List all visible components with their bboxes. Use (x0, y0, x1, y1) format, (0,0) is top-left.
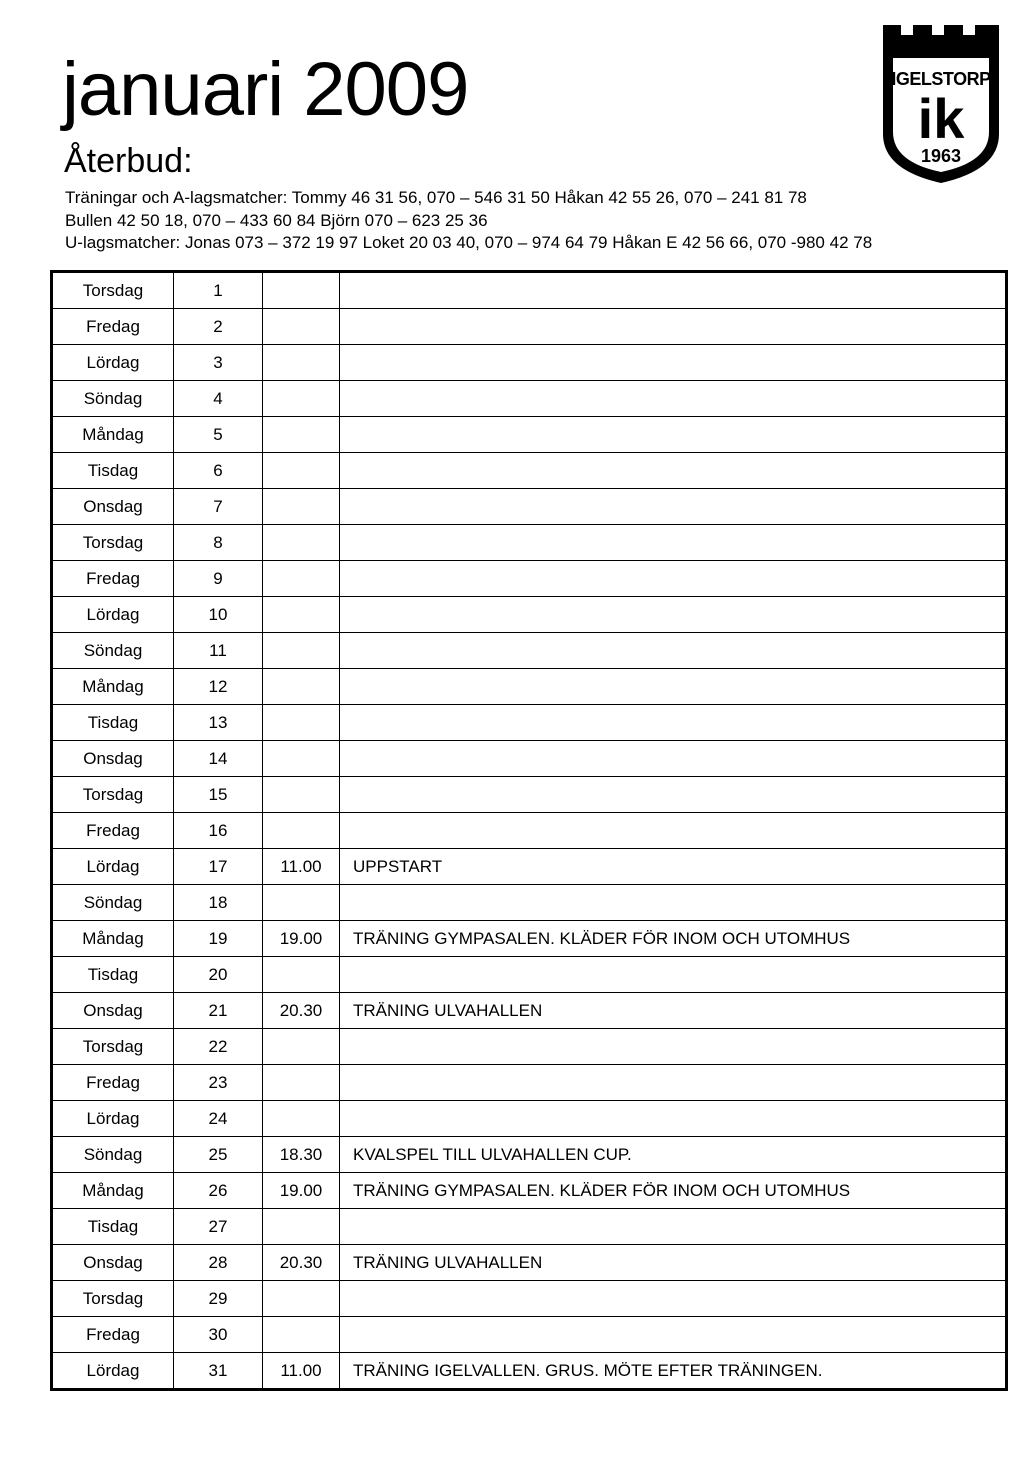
day-cell: Onsdag (52, 993, 174, 1029)
calendar-row (52, 849, 1007, 885)
calendar-row (52, 777, 1007, 813)
time-cell: 20.30 (263, 993, 340, 1029)
logo-letters: ik (917, 87, 965, 150)
contact-info (65, 187, 872, 255)
date-cell: 3 (174, 345, 263, 381)
note-cell (340, 813, 1007, 849)
day-cell: Lördag (52, 345, 174, 381)
note-cell (340, 309, 1007, 345)
day-cell: Fredag (52, 561, 174, 597)
date-cell: 9 (174, 561, 263, 597)
calendar-row (52, 1029, 1007, 1065)
time-cell (263, 813, 340, 849)
day-cell: Tisdag (52, 1209, 174, 1245)
note-cell: TRÄNING ULVAHALLEN (340, 1245, 1007, 1281)
date-cell: 26 (174, 1173, 263, 1209)
calendar-table (50, 270, 1008, 1391)
calendar-row (52, 1173, 1007, 1209)
time-cell (263, 453, 340, 489)
calendar-row (52, 1209, 1007, 1245)
note-cell (340, 453, 1007, 489)
time-cell (263, 272, 340, 309)
day-cell: Fredag (52, 813, 174, 849)
time-cell (263, 561, 340, 597)
logo-year: 1963 (920, 146, 962, 166)
time-cell: 11.00 (263, 849, 340, 885)
time-cell (263, 741, 340, 777)
date-cell: 22 (174, 1029, 263, 1065)
calendar-row (52, 633, 1007, 669)
time-cell (263, 885, 340, 921)
calendar-row (52, 1065, 1007, 1101)
day-cell: Onsdag (52, 489, 174, 525)
calendar-row (52, 705, 1007, 741)
note-cell (340, 525, 1007, 561)
note-cell (340, 633, 1007, 669)
date-cell: 20 (174, 957, 263, 993)
calendar-row (52, 417, 1007, 453)
time-cell (263, 1281, 340, 1317)
date-cell: 16 (174, 813, 263, 849)
date-cell: 12 (174, 669, 263, 705)
calendar-row (52, 993, 1007, 1029)
calendar-row (52, 741, 1007, 777)
time-cell: 11.00 (263, 1353, 340, 1390)
date-cell: 5 (174, 417, 263, 453)
date-cell: 15 (174, 777, 263, 813)
note-cell (340, 561, 1007, 597)
note-cell: TRÄNING ULVAHALLEN (340, 993, 1007, 1029)
note-cell (340, 597, 1007, 633)
note-cell: TRÄNING GYMPASALEN. KLÄDER FÖR INOM OCH UTOMHUS (340, 1173, 1007, 1209)
time-cell (263, 777, 340, 813)
day-cell: Fredag (52, 1065, 174, 1101)
day-cell: Onsdag (52, 1245, 174, 1281)
day-cell: Söndag (52, 1137, 174, 1173)
day-cell: Torsdag (52, 525, 174, 561)
day-cell: Torsdag (52, 777, 174, 813)
note-cell (340, 669, 1007, 705)
day-cell: Lördag (52, 1101, 174, 1137)
time-cell: 20.30 (263, 1245, 340, 1281)
note-cell (340, 1065, 1007, 1101)
day-cell: Måndag (52, 669, 174, 705)
date-cell: 13 (174, 705, 263, 741)
date-cell: 4 (174, 381, 263, 417)
calendar-row (52, 669, 1007, 705)
time-cell (263, 1065, 340, 1101)
calendar-row (52, 885, 1007, 921)
calendar-row (52, 1137, 1007, 1173)
date-cell: 7 (174, 489, 263, 525)
day-cell: Torsdag (52, 1281, 174, 1317)
day-cell: Lördag (52, 597, 174, 633)
date-cell: 23 (174, 1065, 263, 1101)
calendar-row (52, 453, 1007, 489)
time-cell (263, 381, 340, 417)
note-cell (340, 705, 1007, 741)
note-cell (340, 381, 1007, 417)
time-cell (263, 1101, 340, 1137)
date-cell: 19 (174, 921, 263, 957)
time-cell (263, 345, 340, 381)
date-cell: 1 (174, 272, 263, 309)
calendar-row (52, 597, 1007, 633)
date-cell: 6 (174, 453, 263, 489)
page-subtitle: Återbud: (64, 142, 193, 180)
note-cell: TRÄNING GYMPASALEN. KLÄDER FÖR INOM OCH UTOMHUS (340, 921, 1007, 957)
time-cell (263, 1029, 340, 1065)
date-cell: 24 (174, 1101, 263, 1137)
date-cell: 17 (174, 849, 263, 885)
day-cell: Tisdag (52, 705, 174, 741)
day-cell: Söndag (52, 885, 174, 921)
day-cell: Tisdag (52, 957, 174, 993)
day-cell: Fredag (52, 1317, 174, 1353)
calendar-row (52, 561, 1007, 597)
calendar-row (52, 921, 1007, 957)
note-cell (340, 489, 1007, 525)
calendar-row (52, 1353, 1007, 1390)
time-cell (263, 957, 340, 993)
time-cell (263, 633, 340, 669)
note-cell (340, 957, 1007, 993)
day-cell: Måndag (52, 1173, 174, 1209)
date-cell: 8 (174, 525, 263, 561)
logo-name: IGELSTORP (891, 69, 991, 89)
time-cell: 19.00 (263, 1173, 340, 1209)
club-logo-crest (880, 22, 1002, 186)
date-cell: 21 (174, 993, 263, 1029)
date-cell: 25 (174, 1137, 263, 1173)
note-cell (340, 1101, 1007, 1137)
date-cell: 29 (174, 1281, 263, 1317)
note-cell: TRÄNING IGELVALLEN. GRUS. MÖTE EFTER TRÄNINGEN. (340, 1353, 1007, 1390)
time-cell: 19.00 (263, 921, 340, 957)
date-cell: 14 (174, 741, 263, 777)
date-cell: 10 (174, 597, 263, 633)
date-cell: 2 (174, 309, 263, 345)
day-cell: Torsdag (52, 1029, 174, 1065)
time-cell (263, 597, 340, 633)
calendar-row (52, 1281, 1007, 1317)
day-cell: Måndag (52, 417, 174, 453)
date-cell: 11 (174, 633, 263, 669)
time-cell (263, 1209, 340, 1245)
calendar-row (52, 1245, 1007, 1281)
day-cell: Söndag (52, 633, 174, 669)
day-cell: Tisdag (52, 453, 174, 489)
calendar-row (52, 1101, 1007, 1137)
day-cell: Lördag (52, 849, 174, 885)
note-cell (340, 885, 1007, 921)
calendar-row (52, 309, 1007, 345)
date-cell: 30 (174, 1317, 263, 1353)
note-cell (340, 345, 1007, 381)
contact-line: Bullen 42 50 18, 070 – 433 60 84 Björn 070 – 623 25 36 (65, 210, 488, 230)
time-cell (263, 669, 340, 705)
calendar-row (52, 813, 1007, 849)
calendar-row (52, 957, 1007, 993)
note-cell (340, 417, 1007, 453)
time-cell (263, 417, 340, 453)
calendar-row (52, 1317, 1007, 1353)
page-title: januari 2009 (62, 47, 469, 132)
day-cell: Måndag (52, 921, 174, 957)
time-cell (263, 489, 340, 525)
day-cell: Torsdag (52, 272, 174, 309)
contact-line: U-lagsmatcher: Jonas 073 – 372 19 97 Loket 20 03 40, 070 – 974 64 79 Håkan E 42 56 66, 070 -980 42 78 (65, 233, 873, 252)
day-cell: Lördag (52, 1353, 174, 1390)
date-cell: 31 (174, 1353, 263, 1390)
note-cell (340, 272, 1007, 309)
note-cell: UPPSTART (340, 849, 1007, 885)
time-cell (263, 705, 340, 741)
contact-line: Träningar och A-lagsmatcher: Tommy 46 31 56, 070 – 546 31 50 Håkan 42 55 26, 070 – 241 81 78 (65, 188, 807, 207)
time-cell (263, 525, 340, 561)
time-cell (263, 309, 340, 345)
note-cell (340, 1029, 1007, 1065)
date-cell: 18 (174, 885, 263, 921)
date-cell: 27 (174, 1209, 263, 1245)
calendar-row (52, 272, 1007, 309)
day-cell: Fredag (52, 309, 174, 345)
calendar-row (52, 525, 1007, 561)
day-cell: Söndag (52, 381, 174, 417)
calendar-row (52, 345, 1007, 381)
day-cell: Onsdag (52, 741, 174, 777)
note-cell (340, 741, 1007, 777)
note-cell (340, 1209, 1007, 1245)
calendar-row (52, 381, 1007, 417)
calendar-row (52, 489, 1007, 525)
note-cell (340, 1317, 1007, 1353)
note-cell: KVALSPEL TILL ULVAHALLEN CUP. (340, 1137, 1007, 1173)
time-cell: 18.30 (263, 1137, 340, 1173)
time-cell (263, 1317, 340, 1353)
date-cell: 28 (174, 1245, 263, 1281)
note-cell (340, 1281, 1007, 1317)
note-cell (340, 777, 1007, 813)
